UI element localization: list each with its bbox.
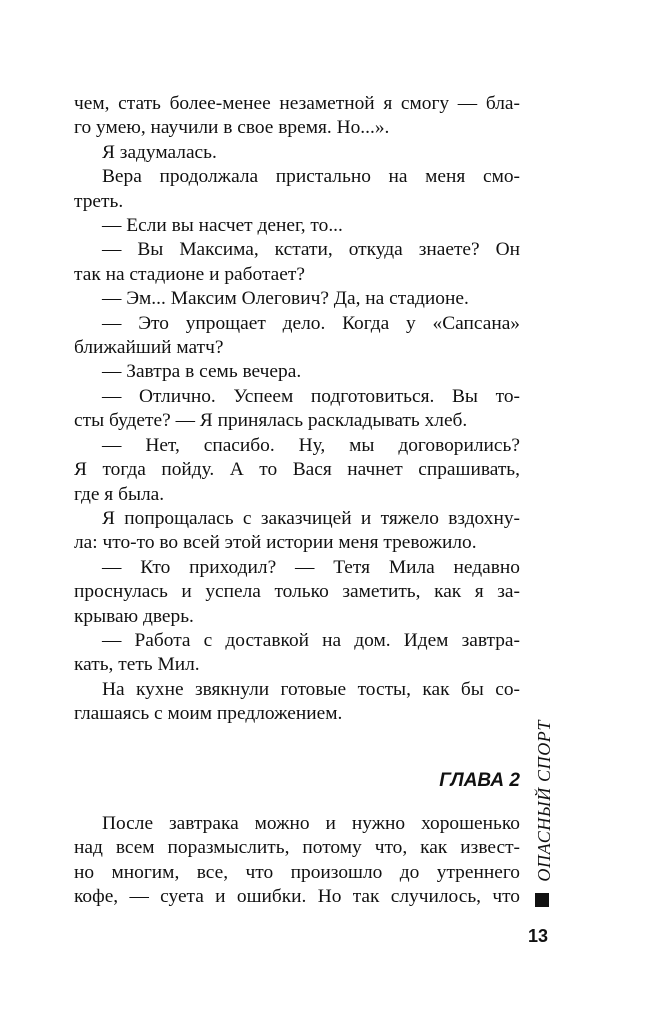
text-line: Я попрощалась с заказчицей и тяжело вздохну-: [102, 507, 520, 529]
text-line: где я была.: [74, 483, 165, 505]
text-line: кофе, — суета и ошибки. Но так случилось, что: [74, 886, 520, 908]
text-line: — Отлично. Успеем подготовиться. Вы то-: [102, 385, 520, 407]
running-head-label: ОПАСНЫЙ СПОРТ: [534, 720, 554, 882]
text-line: — Работа с доставкой на дом. Идем завтра-: [102, 629, 520, 651]
text-line: Вера продолжала пристально на меня смо-: [102, 166, 520, 188]
text-line: — Если вы насчет денег, то...: [102, 215, 343, 237]
text-line: над всем поразмыслить, потому что, как извест-: [74, 837, 520, 859]
text-line: Я задумалась.: [102, 141, 217, 163]
text-line: — Вы Максима, кстати, откуда знаете? Он: [102, 239, 520, 261]
page-number: 13: [528, 926, 549, 946]
text-line: го умею, научили в свое время. Но...».: [74, 117, 390, 139]
text-line: сты будете? — Я принялась раскладывать хлеб.: [74, 410, 468, 432]
chapter-text: [74, 812, 520, 910]
text-line: проснулась и успела только заметить, как я за-: [74, 581, 520, 603]
text-line: — Это упрощает дело. Когда у «Сапсана»: [102, 312, 520, 334]
text-line: ла: что-то во всей этой истории меня тревожило.: [74, 532, 477, 554]
main-text: [74, 92, 520, 727]
text-line: крываю дверь.: [74, 605, 194, 627]
text-line: — Эм... Максим Олегович? Да, на стадионе.: [102, 288, 469, 310]
running-head: [528, 720, 568, 910]
square-marker-icon: [535, 893, 549, 907]
text-line: так на стадионе и работает?: [74, 263, 305, 285]
text-line: чем, стать более-менее незаметной я смогу — бла-: [74, 93, 520, 114]
chapter-heading: ГЛАВА 2: [439, 770, 520, 791]
text-line: Я тогда пойду. А то Вася начнет спрашивать,: [74, 459, 520, 481]
text-line: кать, теть Мил.: [74, 654, 200, 676]
text-line: но многим, все, что произошло до утреннего: [74, 861, 520, 883]
text-line: глашаясь с моим предложением.: [74, 703, 343, 725]
text-line: треть.: [74, 190, 124, 212]
text-line: На кухне звякнули готовые тосты, как бы со-: [102, 678, 520, 700]
text-line: — Кто приходил? — Тетя Мила недавно: [102, 556, 520, 578]
text-line: — Завтра в семь вечера.: [102, 361, 302, 383]
text-line: — Нет, спасибо. Ну, мы договорились?: [102, 434, 520, 456]
text-line: ближайший матч?: [74, 337, 224, 359]
text-line: После завтрака можно и нужно хорошенько: [102, 813, 520, 834]
